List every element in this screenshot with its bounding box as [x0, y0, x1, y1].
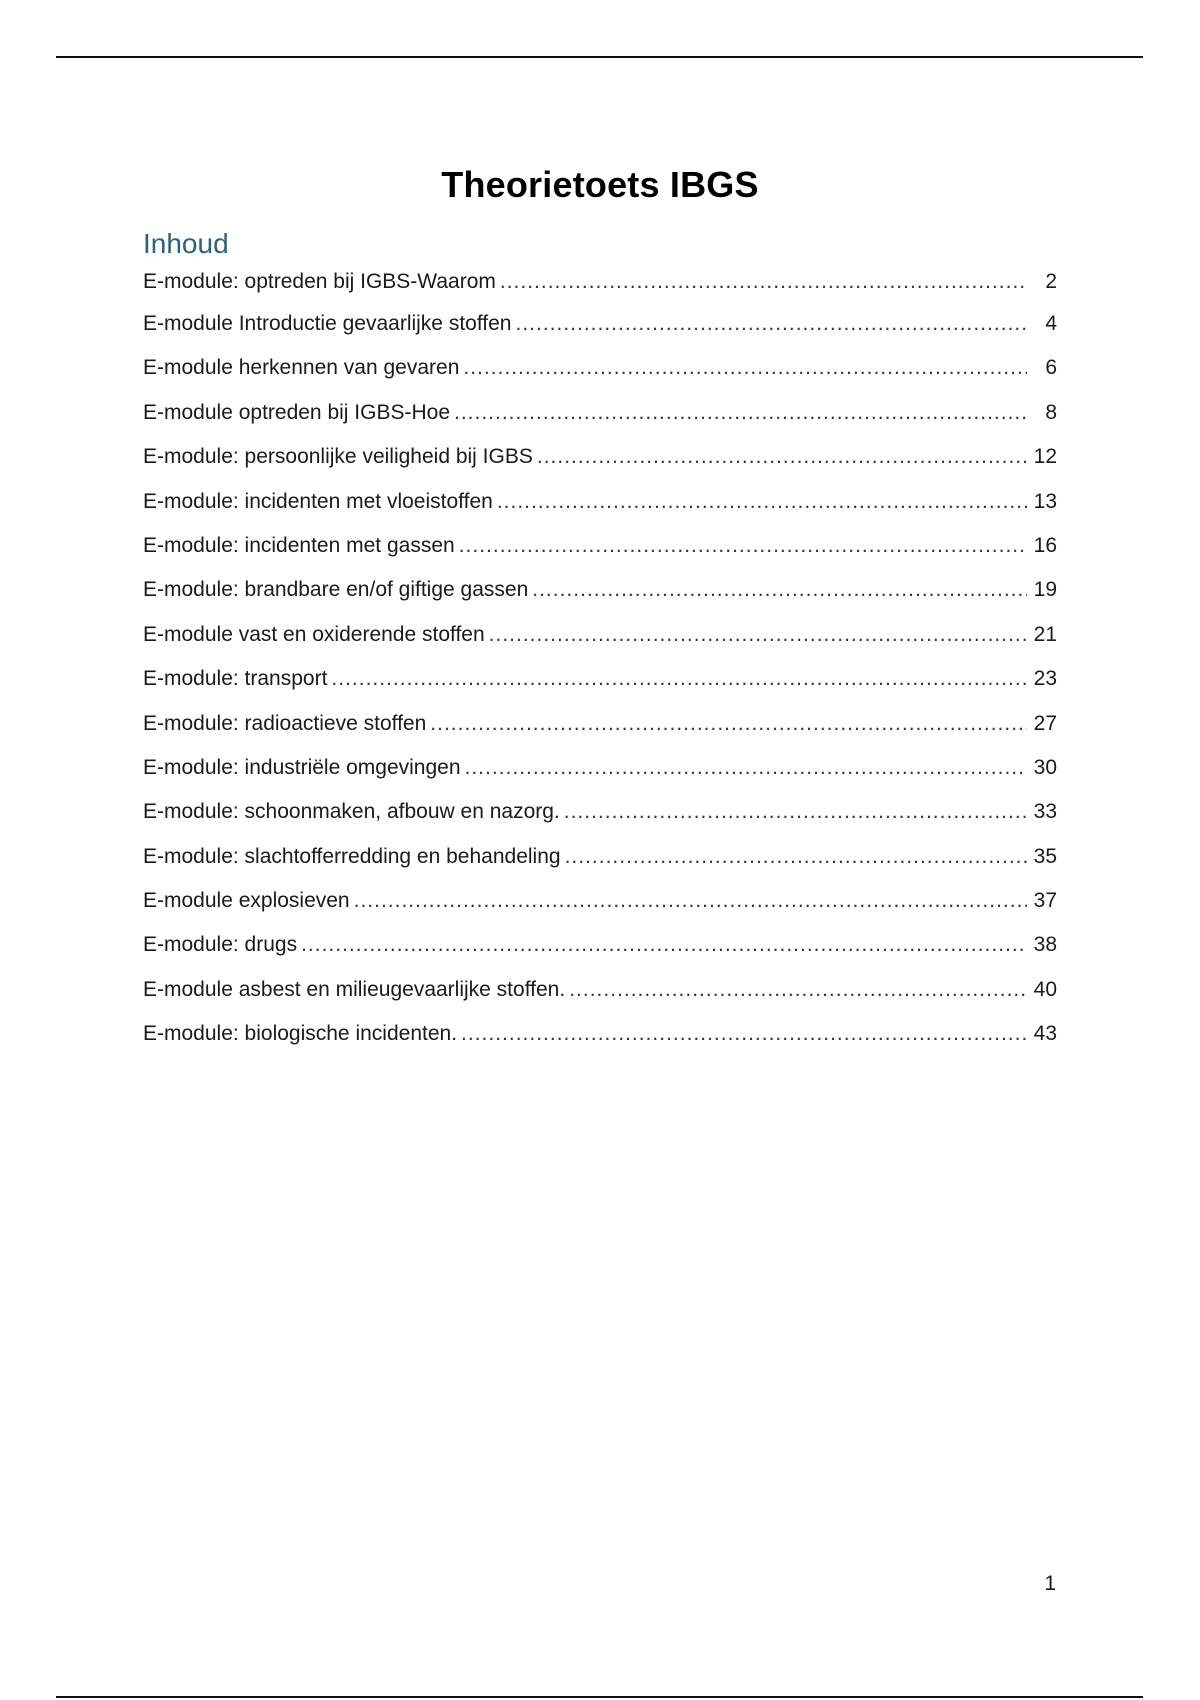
toc-leader — [465, 756, 1027, 780]
toc-leader — [454, 401, 1027, 425]
toc-entry-page: 2 — [1045, 270, 1057, 293]
toc-entry[interactable] — [143, 270, 1057, 312]
toc-entry-page: 33 — [1033, 800, 1057, 824]
toc-entry-label: E-module Introductie gevaarlijke stoffen — [143, 312, 512, 335]
toc-entry-page: 38 — [1033, 933, 1057, 957]
document-title: Theorietoets IBGS — [441, 164, 759, 206]
toc-entry[interactable] — [143, 845, 1057, 889]
toc-leader — [461, 1022, 1027, 1046]
toc-entry-label: E-module explosieven — [143, 889, 350, 913]
toc-leader — [354, 889, 1027, 913]
toc-entry-page: 6 — [1045, 356, 1057, 380]
toc-entry-label: E-module: biologische incidenten. — [143, 1022, 458, 1046]
toc-entry-page: 27 — [1033, 711, 1057, 735]
toc-leader — [500, 270, 1027, 294]
toc-entry[interactable] — [143, 623, 1057, 667]
toc-leader — [532, 578, 1027, 602]
toc-entry-label: E-module optreden bij IGBS-Hoe — [143, 400, 450, 424]
toc-entry-page: 8 — [1045, 400, 1057, 424]
header-rule — [56, 56, 1143, 58]
toc-entry-label: E-module: drugs — [143, 933, 298, 957]
toc-leader — [515, 312, 1027, 336]
toc-entry-page: 40 — [1033, 977, 1057, 1001]
toc-entry-label: E-module herkennen van gevaren — [143, 356, 460, 380]
toc-entry[interactable] — [143, 712, 1057, 756]
toc-entry-page: 35 — [1033, 844, 1057, 868]
toc-entry-page: 19 — [1033, 578, 1057, 602]
toc-entry-label: E-module: incidenten met gassen — [143, 533, 455, 557]
toc-entry-label: E-module: industriële omgevingen — [143, 755, 461, 779]
toc-entry[interactable] — [143, 401, 1057, 445]
toc-entry[interactable] — [143, 312, 1057, 356]
toc-entry-label: E-module: brandbare en/of giftige gassen — [143, 578, 529, 602]
toc-entry-page: 30 — [1033, 755, 1057, 779]
toc-entry-page: 23 — [1033, 667, 1057, 691]
footer-rule — [56, 1696, 1143, 1698]
toc-leader — [331, 667, 1027, 691]
toc-entry-page: 43 — [1033, 1022, 1057, 1046]
toc-leader — [565, 845, 1027, 869]
toc-heading: Inhoud — [143, 228, 229, 259]
toc-entry-page: 12 — [1033, 445, 1057, 469]
toc-entry[interactable] — [143, 889, 1057, 933]
toc-entry-label: E-module vast en oxiderende stoffen — [143, 622, 485, 646]
toc-entry-label: E-module: optreden bij IGBS-Waarom — [143, 270, 496, 293]
toc-entry[interactable] — [143, 490, 1057, 534]
toc-entry-label: E-module: radioactieve stoffen — [143, 711, 427, 735]
toc-leader — [301, 933, 1027, 957]
toc-leader — [537, 445, 1027, 469]
toc-entry[interactable] — [143, 667, 1057, 711]
toc-entry-label: E-module: persoonlijke veiligheid bij IGBS — [143, 445, 533, 469]
toc-leader — [459, 534, 1027, 558]
toc-leader — [497, 490, 1027, 514]
toc-entry-label: E-module: incidenten met vloeistoffen — [143, 489, 493, 513]
toc-leader — [430, 712, 1027, 736]
toc-entry[interactable] — [143, 978, 1057, 1022]
toc-leader — [463, 356, 1027, 380]
toc-entry-page: 37 — [1033, 889, 1057, 913]
toc-entry-label: E-module: schoonmaken, afbouw en nazorg. — [143, 800, 560, 824]
page-number: 1 — [1044, 1572, 1056, 1595]
toc-entry[interactable] — [143, 356, 1057, 400]
toc-leader — [569, 978, 1027, 1002]
toc-entry[interactable] — [143, 933, 1057, 977]
toc-entry[interactable] — [143, 800, 1057, 844]
toc-entry-page: 13 — [1033, 489, 1057, 513]
toc-entry-page: 16 — [1033, 533, 1057, 557]
toc-leader — [564, 800, 1027, 824]
toc-entry-label: E-module asbest en milieugevaarlijke stoffen. — [143, 977, 566, 1001]
toc-entry[interactable] — [143, 534, 1057, 578]
toc-entry-page: 4 — [1045, 312, 1057, 335]
toc-leader — [489, 623, 1027, 647]
toc-entry-label: E-module: transport — [143, 667, 328, 691]
table-of-contents — [143, 226, 1057, 1067]
toc-entry[interactable] — [143, 445, 1057, 489]
toc-entry-page: 21 — [1033, 622, 1057, 646]
toc-entry[interactable] — [143, 756, 1057, 800]
toc-list — [143, 270, 1057, 1067]
toc-entry-label: E-module: slachtofferredding en behandeling — [143, 844, 561, 868]
toc-entry[interactable] — [143, 578, 1057, 622]
toc-entry[interactable] — [143, 1022, 1057, 1066]
